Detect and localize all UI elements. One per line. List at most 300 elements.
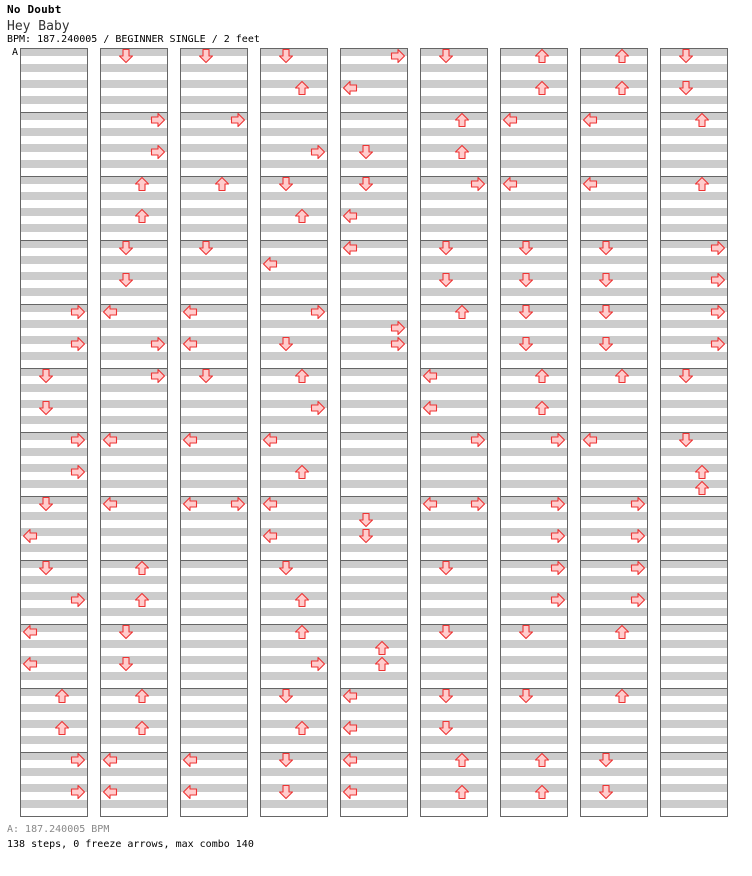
beat-stripe bbox=[100, 640, 168, 648]
beat-stripe bbox=[500, 720, 568, 728]
chart-column bbox=[420, 48, 488, 817]
beat-stripe bbox=[180, 288, 248, 296]
beat-stripe bbox=[420, 688, 488, 696]
beat-stripe bbox=[500, 224, 568, 232]
beat-stripe bbox=[260, 688, 328, 696]
beat-stripe bbox=[580, 624, 648, 632]
beat-stripe bbox=[340, 176, 408, 184]
beat-stripe bbox=[180, 272, 248, 280]
beat-stripe bbox=[420, 576, 488, 584]
beat-stripe bbox=[420, 144, 488, 152]
beat-stripe bbox=[100, 576, 168, 584]
beat-stripe bbox=[180, 256, 248, 264]
beat-stripe bbox=[340, 224, 408, 232]
beat-stripe bbox=[500, 576, 568, 584]
beat-stripe bbox=[340, 160, 408, 168]
beat-stripe bbox=[20, 144, 88, 152]
beat-stripe bbox=[20, 640, 88, 648]
beat-stripe bbox=[180, 736, 248, 744]
beat-stripe bbox=[180, 528, 248, 536]
chart-column bbox=[260, 48, 328, 817]
beat-stripe bbox=[420, 752, 488, 760]
beat-stripe bbox=[180, 720, 248, 728]
beat-stripe bbox=[260, 512, 328, 520]
beat-stripe bbox=[500, 448, 568, 456]
beat-stripe bbox=[660, 720, 728, 728]
beat-stripe bbox=[500, 704, 568, 712]
beat-stripe bbox=[580, 256, 648, 264]
beat-stripe bbox=[260, 368, 328, 376]
beat-stripe bbox=[180, 640, 248, 648]
beat-stripe bbox=[420, 512, 488, 520]
beat-stripe bbox=[500, 144, 568, 152]
song-title: Hey Baby bbox=[7, 19, 70, 34]
beat-stripe bbox=[420, 624, 488, 632]
beat-stripe bbox=[20, 192, 88, 200]
beat-stripe bbox=[580, 544, 648, 552]
beat-stripe bbox=[20, 496, 88, 504]
beat-stripe bbox=[260, 320, 328, 328]
beat-stripe bbox=[340, 112, 408, 120]
beat-stripe bbox=[100, 736, 168, 744]
beat-stripe bbox=[260, 608, 328, 616]
beat-stripe bbox=[660, 576, 728, 584]
beat-stripe bbox=[20, 800, 88, 808]
beat-stripe bbox=[660, 160, 728, 168]
artist-name: No Doubt bbox=[7, 3, 62, 16]
beat-stripe bbox=[660, 672, 728, 680]
beat-stripe bbox=[660, 112, 728, 120]
beat-stripe bbox=[260, 576, 328, 584]
beat-stripe bbox=[580, 384, 648, 392]
beat-stripe bbox=[340, 800, 408, 808]
beat-stripe bbox=[20, 544, 88, 552]
beat-stripe bbox=[420, 448, 488, 456]
beat-stripe bbox=[20, 608, 88, 616]
beat-stripe bbox=[500, 464, 568, 472]
beat-stripe bbox=[180, 320, 248, 328]
beat-stripe bbox=[180, 400, 248, 408]
beat-stripe bbox=[180, 96, 248, 104]
beat-stripe bbox=[420, 304, 488, 312]
beat-stripe bbox=[180, 800, 248, 808]
beat-stripe bbox=[500, 512, 568, 520]
beat-stripe bbox=[660, 416, 728, 424]
beat-stripe bbox=[340, 656, 408, 664]
beat-stripe bbox=[180, 624, 248, 632]
beat-stripe bbox=[20, 208, 88, 216]
beat-stripe bbox=[580, 464, 648, 472]
beat-stripe bbox=[180, 576, 248, 584]
beat-stripe bbox=[100, 768, 168, 776]
beat-stripe bbox=[180, 192, 248, 200]
beat-stripe bbox=[660, 624, 728, 632]
beat-stripe bbox=[580, 704, 648, 712]
beat-stripe bbox=[20, 576, 88, 584]
beat-stripe bbox=[100, 128, 168, 136]
beat-stripe bbox=[260, 416, 328, 424]
beat-stripe bbox=[20, 560, 88, 568]
beat-stripe bbox=[100, 208, 168, 216]
beat-stripe bbox=[180, 512, 248, 520]
beat-stripe bbox=[20, 672, 88, 680]
beat-stripe bbox=[500, 288, 568, 296]
beat-stripe bbox=[580, 608, 648, 616]
beat-stripe bbox=[580, 672, 648, 680]
beat-stripe bbox=[260, 640, 328, 648]
beat-stripe bbox=[660, 224, 728, 232]
beat-stripe bbox=[260, 800, 328, 808]
beat-stripe bbox=[500, 480, 568, 488]
beat-stripe bbox=[180, 416, 248, 424]
beat-stripe bbox=[100, 800, 168, 808]
beat-stripe bbox=[340, 560, 408, 568]
beat-stripe bbox=[580, 400, 648, 408]
beat-stripe bbox=[420, 128, 488, 136]
beat-stripe bbox=[580, 752, 648, 760]
beat-stripe bbox=[100, 272, 168, 280]
beat-stripe bbox=[180, 224, 248, 232]
beat-stripe bbox=[580, 368, 648, 376]
beat-stripe bbox=[660, 768, 728, 776]
beat-stripe bbox=[420, 720, 488, 728]
beat-stripe bbox=[580, 784, 648, 792]
beat-stripe bbox=[180, 656, 248, 664]
beat-stripe bbox=[580, 240, 648, 248]
beat-stripe bbox=[340, 464, 408, 472]
beat-stripe bbox=[20, 512, 88, 520]
beat-stripe bbox=[20, 240, 88, 248]
beat-stripe bbox=[500, 688, 568, 696]
beat-stripe bbox=[580, 208, 648, 216]
beat-stripe bbox=[660, 528, 728, 536]
beat-stripe bbox=[420, 80, 488, 88]
beat-stripe bbox=[420, 64, 488, 72]
beat-stripe bbox=[340, 128, 408, 136]
beat-stripe bbox=[420, 224, 488, 232]
beat-stripe bbox=[580, 192, 648, 200]
beat-stripe bbox=[180, 464, 248, 472]
beat-stripe bbox=[180, 544, 248, 552]
beat-stripe bbox=[500, 64, 568, 72]
beat-stripe bbox=[20, 368, 88, 376]
beat-stripe bbox=[100, 416, 168, 424]
beat-stripe bbox=[100, 176, 168, 184]
beat-stripe bbox=[340, 704, 408, 712]
beat-stripe bbox=[580, 288, 648, 296]
beat-stripe bbox=[500, 736, 568, 744]
beat-stripe bbox=[420, 160, 488, 168]
chart-column bbox=[100, 48, 168, 817]
beat-stripe bbox=[420, 528, 488, 536]
beat-stripe bbox=[260, 752, 328, 760]
beat-stripe bbox=[660, 176, 728, 184]
beat-stripe bbox=[580, 480, 648, 488]
beat-stripe bbox=[660, 48, 728, 56]
beat-stripe bbox=[260, 736, 328, 744]
beat-stripe bbox=[660, 544, 728, 552]
beat-stripe bbox=[20, 688, 88, 696]
beat-stripe bbox=[260, 336, 328, 344]
beat-stripe bbox=[340, 672, 408, 680]
beat-stripe bbox=[660, 64, 728, 72]
beat-stripe bbox=[340, 544, 408, 552]
beat-stripe bbox=[420, 608, 488, 616]
beat-stripe bbox=[340, 432, 408, 440]
beat-stripe bbox=[660, 352, 728, 360]
beat-stripe bbox=[420, 640, 488, 648]
beat-stripe bbox=[580, 320, 648, 328]
beat-stripe bbox=[100, 720, 168, 728]
beat-stripe bbox=[260, 48, 328, 56]
beat-stripe bbox=[420, 288, 488, 296]
beat-stripe bbox=[20, 224, 88, 232]
chart-column bbox=[340, 48, 408, 817]
footer-bpm-info: A: 187.240005 BPM bbox=[7, 824, 110, 835]
beat-stripe bbox=[500, 96, 568, 104]
beat-stripe bbox=[180, 608, 248, 616]
beat-stripe bbox=[260, 624, 328, 632]
beat-stripe bbox=[20, 48, 88, 56]
chart-meta: BPM: 187.240005 / BEGINNER SINGLE / 2 feet bbox=[7, 34, 260, 45]
beat-stripe bbox=[660, 256, 728, 264]
beat-stripe bbox=[340, 288, 408, 296]
beat-stripe bbox=[100, 512, 168, 520]
beat-stripe bbox=[20, 352, 88, 360]
beat-stripe bbox=[340, 352, 408, 360]
beat-stripe bbox=[660, 448, 728, 456]
beat-stripe bbox=[180, 240, 248, 248]
beat-stripe bbox=[100, 560, 168, 568]
beat-stripe bbox=[100, 160, 168, 168]
beat-stripe bbox=[660, 560, 728, 568]
beat-stripe bbox=[180, 64, 248, 72]
beat-stripe bbox=[340, 416, 408, 424]
beat-stripe bbox=[180, 208, 248, 216]
beat-stripe bbox=[660, 96, 728, 104]
beat-stripe bbox=[180, 672, 248, 680]
beat-stripe bbox=[260, 448, 328, 456]
beat-stripe bbox=[420, 544, 488, 552]
beat-stripe bbox=[500, 320, 568, 328]
beat-stripe bbox=[660, 384, 728, 392]
beat-stripe bbox=[420, 272, 488, 280]
beat-stripe bbox=[340, 144, 408, 152]
beat-stripe bbox=[100, 224, 168, 232]
beat-stripe bbox=[260, 64, 328, 72]
beat-stripe bbox=[580, 768, 648, 776]
beat-stripe bbox=[20, 704, 88, 712]
beat-stripe bbox=[100, 672, 168, 680]
beat-stripe bbox=[260, 672, 328, 680]
beat-stripe bbox=[660, 432, 728, 440]
beat-stripe bbox=[660, 592, 728, 600]
beat-stripe bbox=[20, 64, 88, 72]
beat-stripe bbox=[20, 480, 88, 488]
beat-stripe bbox=[580, 416, 648, 424]
beat-stripe bbox=[660, 608, 728, 616]
beat-stripe bbox=[420, 800, 488, 808]
beat-stripe bbox=[420, 592, 488, 600]
beat-stripe bbox=[100, 528, 168, 536]
beat-stripe bbox=[260, 704, 328, 712]
beat-stripe bbox=[660, 496, 728, 504]
beat-stripe bbox=[260, 208, 328, 216]
beat-stripe bbox=[500, 48, 568, 56]
beat-stripe bbox=[420, 464, 488, 472]
beat-stripe bbox=[500, 160, 568, 168]
beat-stripe bbox=[20, 416, 88, 424]
beat-stripe bbox=[340, 448, 408, 456]
beat-stripe bbox=[340, 736, 408, 744]
beat-stripe bbox=[180, 160, 248, 168]
beat-stripe bbox=[420, 768, 488, 776]
beat-stripe bbox=[340, 768, 408, 776]
beat-stripe bbox=[340, 368, 408, 376]
beat-stripe bbox=[260, 384, 328, 392]
beat-stripe bbox=[580, 656, 648, 664]
beat-stripe bbox=[260, 768, 328, 776]
footer-step-stats: 138 steps, 0 freeze arrows, max combo 140 bbox=[7, 839, 254, 850]
beat-stripe bbox=[580, 160, 648, 168]
beat-stripe bbox=[500, 336, 568, 344]
beat-stripe bbox=[580, 576, 648, 584]
beat-stripe bbox=[660, 208, 728, 216]
beat-stripe bbox=[420, 416, 488, 424]
beat-stripe bbox=[660, 144, 728, 152]
beat-stripe bbox=[180, 176, 248, 184]
beat-stripe bbox=[420, 384, 488, 392]
beat-stripe bbox=[20, 96, 88, 104]
beat-stripe bbox=[20, 80, 88, 88]
beat-stripe bbox=[340, 256, 408, 264]
beat-stripe bbox=[100, 80, 168, 88]
beat-stripe bbox=[660, 320, 728, 328]
beat-stripe bbox=[500, 256, 568, 264]
beat-stripe bbox=[580, 128, 648, 136]
beat-stripe bbox=[420, 704, 488, 712]
bpm-marker-label: A bbox=[12, 47, 19, 58]
beat-stripe bbox=[580, 80, 648, 88]
beat-stripe bbox=[500, 608, 568, 616]
beat-stripe bbox=[100, 656, 168, 664]
beat-stripe bbox=[100, 592, 168, 600]
beat-stripe bbox=[20, 768, 88, 776]
beat-stripe bbox=[180, 688, 248, 696]
beat-stripe bbox=[420, 560, 488, 568]
beat-stripe bbox=[580, 64, 648, 72]
beat-stripe bbox=[180, 368, 248, 376]
beat-stripe bbox=[660, 800, 728, 808]
beat-stripe bbox=[100, 400, 168, 408]
beat-stripe bbox=[340, 96, 408, 104]
beat-stripe bbox=[500, 192, 568, 200]
beat-stripe bbox=[100, 704, 168, 712]
beat-stripe bbox=[660, 704, 728, 712]
beat-stripe bbox=[100, 240, 168, 248]
beat-stripe bbox=[500, 656, 568, 664]
beat-stripe bbox=[420, 656, 488, 664]
beat-stripe bbox=[100, 96, 168, 104]
beat-stripe bbox=[580, 512, 648, 520]
beat-stripe bbox=[500, 544, 568, 552]
beat-stripe bbox=[260, 288, 328, 296]
beat-stripe bbox=[500, 640, 568, 648]
beat-stripe bbox=[100, 448, 168, 456]
beat-stripe bbox=[580, 736, 648, 744]
beat-stripe bbox=[100, 288, 168, 296]
beat-stripe bbox=[260, 352, 328, 360]
beat-stripe bbox=[500, 384, 568, 392]
beat-stripe bbox=[420, 240, 488, 248]
beat-stripe bbox=[660, 688, 728, 696]
beat-stripe bbox=[260, 112, 328, 120]
beat-stripe bbox=[500, 672, 568, 680]
beat-stripe bbox=[340, 400, 408, 408]
beat-stripe bbox=[20, 384, 88, 392]
chart-column bbox=[20, 48, 88, 817]
beat-stripe bbox=[260, 80, 328, 88]
beat-stripe bbox=[580, 448, 648, 456]
beat-stripe bbox=[500, 368, 568, 376]
beat-stripe bbox=[420, 784, 488, 792]
beat-stripe bbox=[500, 272, 568, 280]
beat-stripe bbox=[180, 128, 248, 136]
beat-stripe bbox=[260, 480, 328, 488]
beat-stripe bbox=[580, 720, 648, 728]
beat-stripe bbox=[180, 768, 248, 776]
beat-stripe bbox=[100, 608, 168, 616]
beat-stripe bbox=[580, 96, 648, 104]
beat-stripe bbox=[20, 176, 88, 184]
beat-stripe bbox=[660, 656, 728, 664]
beat-stripe bbox=[420, 480, 488, 488]
beat-stripe bbox=[660, 752, 728, 760]
beat-stripe bbox=[100, 464, 168, 472]
beat-stripe bbox=[660, 128, 728, 136]
beat-stripe bbox=[20, 128, 88, 136]
beat-stripe bbox=[500, 400, 568, 408]
beat-stripe bbox=[100, 256, 168, 264]
beat-stripe bbox=[500, 240, 568, 248]
beat-stripe bbox=[660, 288, 728, 296]
beat-stripe bbox=[660, 784, 728, 792]
chart-column bbox=[500, 48, 568, 817]
beat-stripe bbox=[20, 400, 88, 408]
beat-stripe bbox=[420, 96, 488, 104]
beat-stripe bbox=[660, 512, 728, 520]
beat-stripe bbox=[500, 768, 568, 776]
beat-stripe bbox=[500, 624, 568, 632]
beat-stripe bbox=[180, 352, 248, 360]
beat-stripe bbox=[180, 144, 248, 152]
beat-stripe bbox=[660, 480, 728, 488]
beat-stripe bbox=[500, 208, 568, 216]
chart-column bbox=[580, 48, 648, 817]
beat-stripe bbox=[580, 48, 648, 56]
beat-stripe bbox=[500, 784, 568, 792]
beat-stripe bbox=[580, 640, 648, 648]
beat-stripe bbox=[420, 736, 488, 744]
beat-stripe bbox=[580, 272, 648, 280]
beat-stripe bbox=[500, 352, 568, 360]
beat-stripe bbox=[660, 640, 728, 648]
beat-stripe bbox=[500, 416, 568, 424]
beat-stripe bbox=[100, 384, 168, 392]
beat-stripe bbox=[180, 480, 248, 488]
beat-stripe bbox=[100, 48, 168, 56]
beat-stripe bbox=[420, 672, 488, 680]
